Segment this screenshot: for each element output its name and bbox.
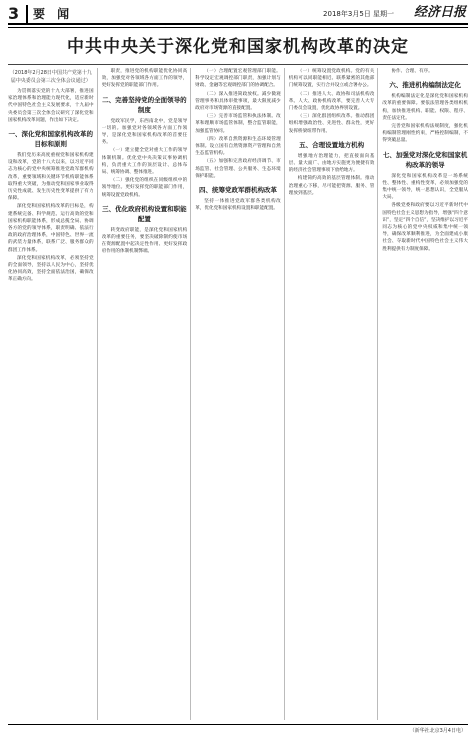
newspaper-logo: 经济日报 — [413, 5, 466, 20]
source-note: （新华社北京3月4日电） — [409, 728, 466, 734]
body-paragraph: （三）完善市场监管和执法体制。改革和理顺市场监管体制，整合监管职能，加强监管协同。 — [195, 114, 281, 134]
body-paragraph: 完善党和国家机构法规制度，强化机构编制管理刚性约束，严格控制编制，不得突破总量。 — [382, 124, 468, 144]
byline: （2018年2月28日中国共产党第十九届中央委员会第三次全体会议通过） — [9, 70, 92, 84]
footer-rule — [8, 724, 468, 725]
section-subheading: 二、完善坚持党的全面领导的制度 — [102, 95, 187, 114]
body-paragraph: 深化党和国家机构改革的目标是，构建系统完备、科学规范、运行高效的党和国家机构职能体系，形成总揽全局、协调各方的党的领导体系，职责明确、依法行政的政府治理体系，中国特色、世界一流的武装力量体系，联系广泛、服务群众的群团工作体系。 — [8, 204, 94, 253]
text-column — [102, 68, 192, 720]
article-headline: 中共中央关于深化党和国家机构改革的决定 — [67, 37, 409, 57]
section-subheading: 七、加强党对深化党和国家机构改革的领导 — [382, 150, 468, 169]
headline-divider — [8, 64, 468, 65]
body-paragraph: 深化党和国家机构改革，必须坚持党的全面领导，坚持以人民为中心，坚持优化协同高效，坚持全面依法治国，确保改革正确方向。 — [8, 255, 94, 283]
body-paragraph: （一）建立健全党对重大工作的领导体制机制。优化党中央决策议事协调机构，负责重大工作的顶层设计、总体布局、统筹协调、整体推进。 — [101, 148, 188, 176]
text-column — [289, 68, 379, 720]
section-subheading: 六、推进机构编制法定化 — [389, 81, 461, 90]
header-rule-thin — [8, 27, 468, 28]
section-subheading: 三、优化政府机构设置和职能配置 — [102, 204, 187, 223]
text-column — [8, 68, 98, 720]
article-body — [8, 68, 468, 720]
body-paragraph: 我们党历来高度重视党和国家机构建设和改革，党的十八大以来，以习近平同志为核心的党中央统筹推进党政军群机构改革，重要领域和关键环节机构职能体系取得重大突破，为推动党和国家事业取得历史性成就、发生历史性变革提供了有力保障。 — [8, 153, 94, 202]
body-paragraph: （一）统筹设置党政机构。党的有关机构可以同职能相近、联系紧密的其他部门统筹设置，实行合并设立或合署办公。 — [288, 69, 375, 89]
body-paragraph: 职责，推进党的机构职能优化协同高效，加强党对各领域各方面工作的领导，更好发挥党的职能部门作用。 — [101, 69, 188, 89]
body-paragraph: 协作、合理、有序。 — [391, 69, 433, 74]
body-paragraph: 坚持一体推进党政军群各类机构改革，优化党和国家机构设置和职能配置。 — [195, 199, 281, 212]
body-paragraph: 深化党和国家机构改革是一场系统性、整体性、重构性变革，必须加强党的集中统一领导，统一思想认识，全党服从大局。 — [382, 173, 468, 201]
body-paragraph: 机构编制法定化是深化党和国家机构改革的重要保障。要依法管理各类组织机构，加快推进机构、职能、权限、程序、责任法定化。 — [382, 94, 468, 121]
body-paragraph: （五）加强和完善政府经济调节、市场监管、社会管理、公共服务、生态环境保护职能。 — [195, 159, 281, 179]
body-paragraph: 党政军民学，东西南北中，党是领导一切的。加强党对各领域各方面工作领导，是深化党和国家机构改革的首要任务。 — [101, 118, 188, 146]
body-paragraph: （一）合理配置宏观管理部门职能。科学设定宏观调控部门职责，加强计划与财政、金融等宏观调控部门的协调配合。 — [195, 69, 281, 89]
header-rule-thick — [8, 23, 468, 25]
page-number: 3 — [8, 4, 20, 23]
text-column — [382, 68, 468, 720]
section-subheading: 四、统筹党政军群机构改革 — [198, 186, 277, 195]
body-paragraph: （二）推进人大、政协和司法机构改革。人大、政协机构改革，要完善人大专门委员会设置，优化政协界别设置。 — [288, 91, 375, 112]
body-paragraph: （四）改革自然资源和生态环境管理体制。设立国有自然资源资产管理和自然生态监管机构。 — [195, 136, 281, 157]
body-paragraph: 构建简约高效的基层管理体制。推动治理重心下移，尽可能把资源、服务、管理放到基层。 — [288, 176, 375, 196]
body-paragraph: （二）深入推进简政放权。减少微观管理事务和具体审批事项，最大限度减少政府对市场资源的直接配置。 — [195, 91, 281, 112]
section-subheading: 一、深化党和国家机构改革的目标和原则 — [8, 130, 94, 149]
section-title: 要 闻 — [26, 5, 73, 23]
issue-date: 2018年3月5日 星期一 — [323, 10, 394, 18]
body-paragraph: （三）深化群团组织改革。推动群团组织增强政治性、先进性、群众性，更好发挥桥梁纽带作用。 — [288, 114, 375, 134]
body-paragraph: 增强地方治理能力，把直接面向基层、量大面广、由地方实施更为便捷有效的经济社会管理事项下放给地方。 — [288, 153, 375, 174]
body-paragraph: （二）强化党的组织在同级组织中的领导地位。更好发挥党的职能部门作用，统筹设置党政机构。 — [101, 178, 188, 198]
text-column — [195, 68, 285, 720]
body-paragraph: 各级党委和政府要以习近平新时代中国特色社会主义思想为指导，增强“四个意识”，坚定“四个自信”，坚决维护以习近平同志为核心的党中央权威和集中统一领导，确保改革顺利推进，为全面建成小康社会、夺取新时代中国特色社会主义伟大胜利提供有力制度保障。 — [382, 203, 468, 252]
section-subheading: 五、合理设置地方机构 — [299, 140, 365, 149]
body-paragraph: 为贯彻落实党的十九大部署，推进国家治理体系和治理能力现代化，适应新时代中国特色社会主义发展要求，十九届中央委员会第三次全体会议研究了深化党和国家机构改革问题，作出如下决定。 — [8, 89, 94, 123]
body-paragraph: 转变政府职能，是深化党和国家机构改革的重要任务，要坚决破除制约使市场在资源配置中起决定性作用、更好发挥政府作用的体制机制弊端。 — [101, 227, 188, 255]
